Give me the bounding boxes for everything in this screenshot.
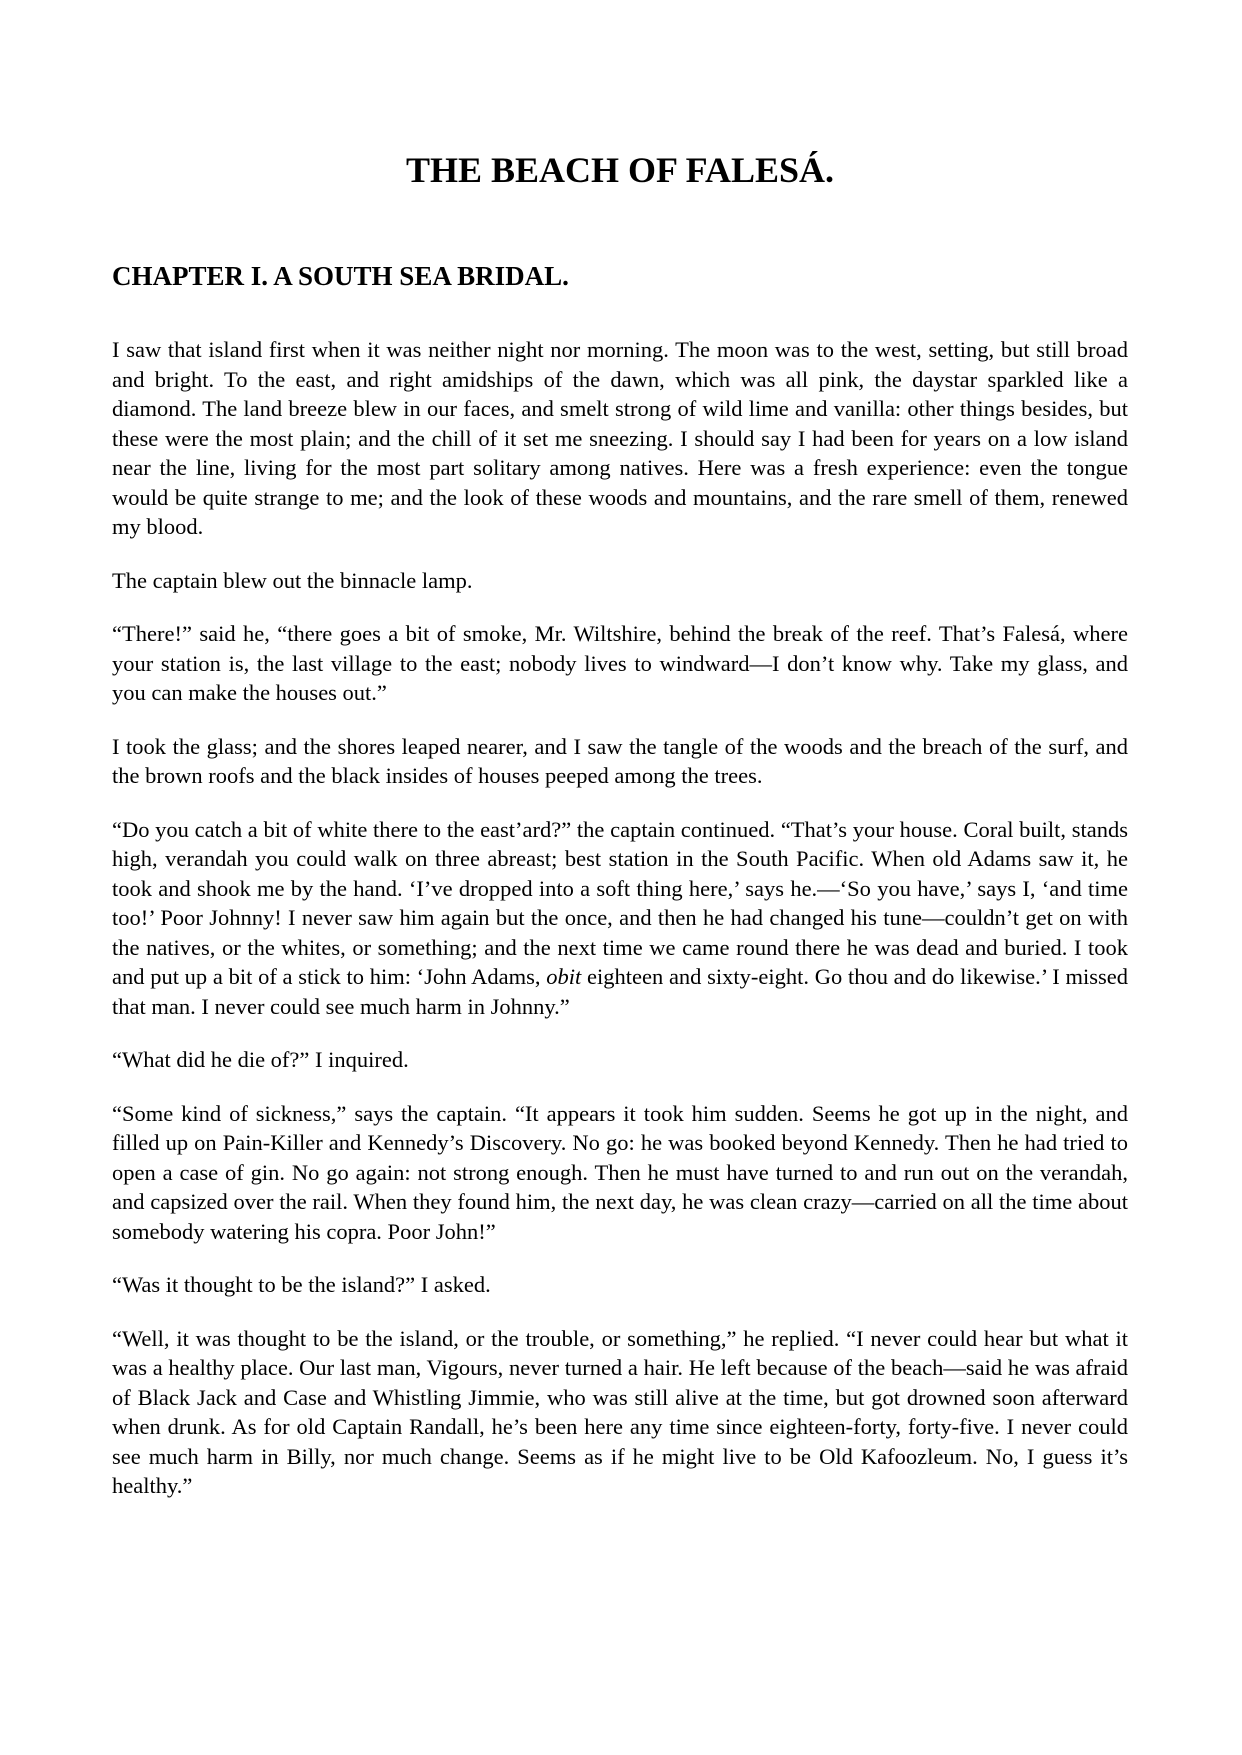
text-run: “What did he die of?” I inquired. — [112, 1047, 409, 1072]
text-run: The captain blew out the binnacle lamp. — [112, 567, 473, 593]
paragraph — [112, 1099, 1128, 1247]
text-run: “Do you catch a bit of white there to the east’ard?” the captain continued. “That’s your house. Coral built, stands high, verandah you could walk on three abreast; best station in the South Pacific. When old Adams saw it, he took and shook me by the hand. ‘I’ve dropped into a soft thing here,’ says he.—‘So you have,’ says I, ‘and time too!’ Poor Johnny! I never saw him again but the once, and then he had changed his tune—couldn’t get on with the natives, or the whites, or something; and the next time we came round there he was dead and buried. I took and put up a bit of a stick to him: ‘John Adams, — [112, 816, 1128, 989]
text-run: “Was it thought to be the island?” I asked. — [112, 1272, 491, 1297]
text-run: “Some kind of sickness,” says the captain. “It appears it took him sudden. Seems he got up in the night, and filled up on Pain-Killer and Kennedy’s Discovery. No go: he was booked beyond Kennedy. Then he had tried to open a case of gin. No go again: not strong enough. Then he must have turned to and run out on the verandah, and capsized over the rail. When they found him, the next day, he was clean crazy—carried on all the time about somebody watering his copra. Poor John!” — [112, 1100, 1128, 1244]
chapter-title: CHAPTER I. A SOUTH SEA BRIDAL. — [112, 261, 569, 291]
text-run: I saw that island first when it was neither night nor morning. The moon was to the west, setting, but still broad and bright. To the east, and right amidships of the dawn, which was all pink, the daystar sparkled like a diamond. The land breeze blew in our faces, and smelt strong of wild lime and vanilla: other things besides, but these were the most plain; and the chill of it set me sneezing. I should say I had been for years on a low island near the line, living for the most part solitary among natives. Here was a fresh experience: even the tongue would be quite strange to me; and the look of these woods and mountains, and the rare smell of them, renewed my blood. — [112, 337, 1128, 539]
book-title: THE BEACH OF FALESÁ. — [405, 150, 835, 190]
paragraph — [112, 815, 1128, 1022]
paragraph — [112, 1045, 1128, 1075]
paragraph — [112, 566, 1128, 596]
paragraph — [112, 619, 1128, 708]
paragraph — [112, 1324, 1128, 1501]
paragraph — [112, 732, 1128, 791]
paragraph — [112, 335, 1128, 542]
italic-run: obit — [546, 964, 582, 989]
text-run: “Well, it was thought to be the island, or the trouble, or something,” he replied. “I never could hear but what it was a healthy place. Our last man, Vigours, never turned a hair. He left because of the beach—said he was afraid of Black Jack and Case and Whistling Jimmie, who was still alive at the time, but got drowned soon afterward when drunk. As for old Captain Randall, he’s been here any time since eighteen-forty, forty-five. I never could see much harm in Billy, nor much change. Seems as if he might live to be Old Kafoozleum. No, I guess it’s healthy.” — [112, 1325, 1128, 1498]
text-run: “There!” said he, “there goes a bit of smoke, Mr. Wiltshire, behind the break of the reef. That’s Falesá, where your station is, the last village to the east; nobody lives to windward—I don’t know why. Take my glass, and you can make the houses out.” — [112, 621, 1128, 705]
document-page — [112, 150, 1128, 1525]
text-run: eighteen and sixty-eight. Go thou and do likewise.’ I missed that man. I never could see much harm in Johnny.” — [112, 964, 1128, 1019]
body-text — [112, 335, 1128, 1501]
text-run: I took the glass; and the shores leaped nearer, and I saw the tangle of the woods and the breach of the surf, and the brown roofs and the black insides of houses peeped among the trees. — [112, 733, 1128, 788]
paragraph — [112, 1270, 1128, 1300]
